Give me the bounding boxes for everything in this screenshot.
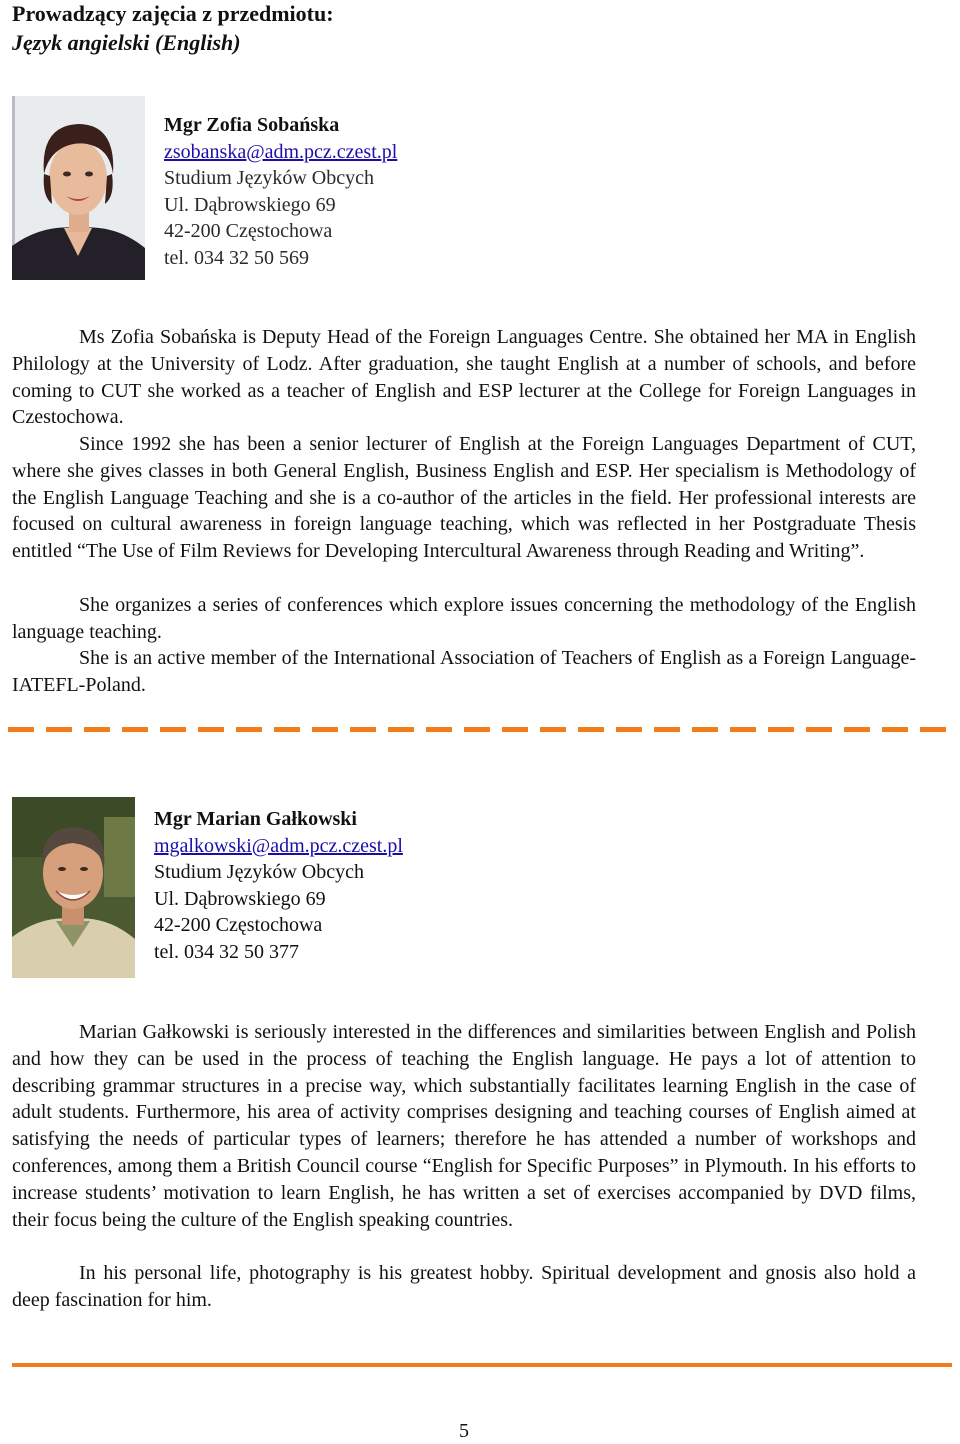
bio-paragraph: In his personal life, photography is his greatest hobby. Spiritual development and gnosis also hold a deep fascination for him.	[12, 1262, 916, 1311]
address-line: Studium Języków Obcych	[164, 167, 374, 189]
bio-paragraph: She is an active member of the International Association of Teachers of English as a Foreign Language- IATEFL-Poland.	[12, 647, 916, 696]
address-line: Ul. Dąbrowskiego 69	[164, 193, 336, 216]
address-line: 42-200 Częstochowa	[164, 220, 333, 242]
contact-card-galkowski	[154, 806, 403, 965]
email-link[interactable]: mgalkowski@adm.pcz.czest.pl	[154, 834, 403, 857]
person-name: Mgr Marian Gałkowski	[154, 808, 357, 830]
contact-card-sobanska	[164, 112, 397, 271]
bio-paragraph: Marian Gałkowski is seriously interested in the differences and similarities between English and Polish and how they can be used in the process of teaching the English language. He pays a lot of attention to describing grammar structures in a precise way, which substantially facilitates learning English in the case of adult students. Furthermore, his area of activity comprises designing and teaching courses of English aimed at satisfying the needs of particular types of learners; therefore he has attended a number of workshops and conferences, among them a British Council course “English for Specific Purposes” in Plymouth. In his efforts to increase students’ motivation to learn English, he has written a set of exercises accompanied by DVD films, their focus being the culture of the English speaking countries.	[12, 1021, 916, 1231]
solid-divider	[12, 1363, 952, 1367]
phone-number: tel. 034 32 50 377	[154, 940, 299, 963]
bio-paragraph: Since 1992 she has been a senior lecturer of English at the Foreign Languages Department of CUT, where she gives classes in both General English, Business English and ESP. Her specialism is Methodology of the English Language Teaching and she is a co-author of the articles in the field. Her professional interests are focused on cultural awareness in foreign language teaching, which was reflected in her Postgraduate Thesis entitled “The Use of Film Reviews for Developing Intercultural Awareness through Reading and Writing”.	[12, 433, 916, 563]
page-number: 5	[459, 1420, 469, 1442]
address-line: Studium Języków Obcych	[154, 861, 364, 883]
bio-paragraph: She organizes a series of conferences which explore issues concerning the methodology of the English language teaching.	[12, 594, 916, 643]
course-title: Język angielski (English)	[12, 30, 241, 55]
portrait-photo-galkowski	[12, 797, 135, 978]
address-line: Ul. Dąbrowskiego 69	[154, 887, 326, 910]
phone-number: tel. 034 32 50 569	[164, 246, 309, 269]
section-heading: Prowadzący zajęcia z przedmiotu:	[12, 1, 334, 26]
bio-paragraph: Ms Zofia Sobańska is Deputy Head of the Foreign Languages Centre. She obtained her MA in English Philology at the University of Lodz. After graduation, she taught English at a number of schools, and before coming to CUT she worked as a teacher of English and ESP lecturer at the College for Foreign Languages in Czestochowa.	[12, 326, 916, 429]
portrait-photo-sobanska	[12, 96, 145, 280]
address-line: 42-200 Częstochowa	[154, 914, 323, 936]
dashed-divider	[8, 727, 948, 732]
person-name: Mgr Zofia Sobańska	[164, 114, 340, 136]
email-link[interactable]: zsobanska@adm.pcz.czest.pl	[164, 140, 398, 163]
